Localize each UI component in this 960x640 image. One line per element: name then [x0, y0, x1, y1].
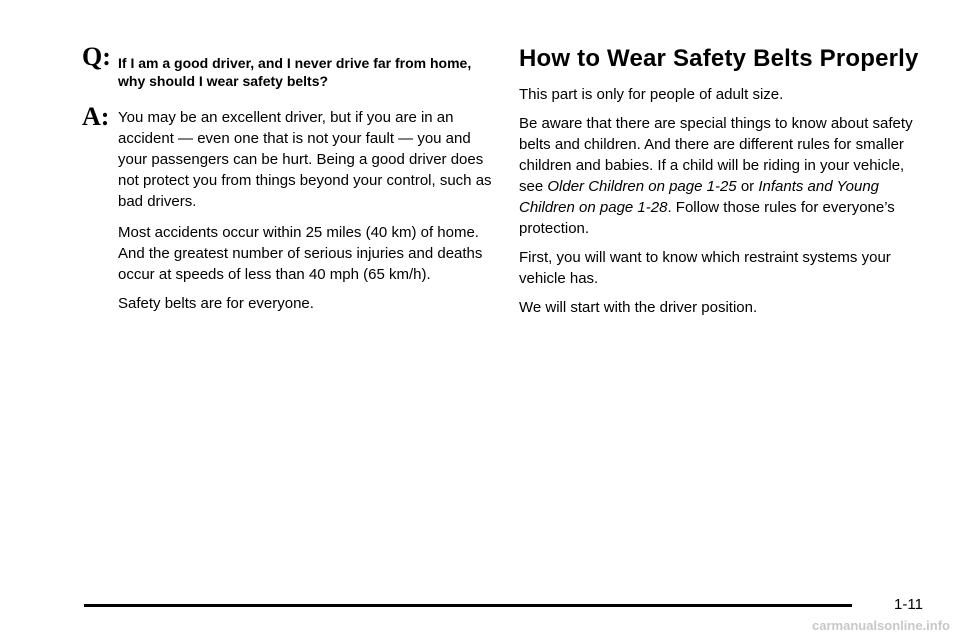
- answer-marker: A:: [82, 102, 110, 131]
- older-children-reference-link[interactable]: Older Children on page 1-25: [547, 178, 737, 195]
- answer-paragraph: Most accidents occur within 25 miles (40 km) of home. And the greatest number of serious injuries and deaths occur at speeds of less than 40 mph (65 km/h).: [118, 224, 483, 283]
- restraint-paragraph: First, you will want to know which restraint systems your vehicle has.: [519, 249, 891, 287]
- question-block: [82, 44, 492, 90]
- footer-rule: [84, 604, 852, 607]
- question-marker: Q:: [82, 42, 111, 71]
- paragraph-text: Be aware that there are special things to know about safety belts and children. And there are different rules for smaller children and babies. If a child will be riding in your vehicle, see: [519, 115, 913, 195]
- infants-reference-link[interactable]: Infants and Young Children on page 1-28: [519, 178, 880, 216]
- answer-followups: [118, 222, 492, 314]
- section-column: [519, 44, 929, 318]
- section-intro: This part is only for people of adult size.: [519, 86, 784, 103]
- page-number: 1-11: [894, 596, 923, 613]
- answer-paragraph: Safety belts are for everyone.: [118, 295, 314, 312]
- paragraph-text: or: [736, 178, 759, 195]
- watermark-text: carmanualsonline.info: [812, 618, 950, 633]
- paragraph-text: . Follow those rules for everyone’s protection.: [519, 199, 895, 237]
- driver-position-paragraph: We will start with the driver position.: [519, 299, 758, 316]
- qa-column: [82, 44, 492, 314]
- section-title: How to Wear Safety Belts Properly: [519, 45, 919, 72]
- children-paragraph: [519, 113, 929, 239]
- answer-text: You may be an excellent driver, but if you are in an accident — even one that is not your fault — you and your passengers can be hurt. Being a good driver does not protect you from things beyond your control, such as bad drivers.: [118, 109, 492, 210]
- answer-block: [82, 104, 492, 212]
- question-text: If I am a good driver, and I never drive far from home, why should I wear safety belts?: [118, 55, 472, 89]
